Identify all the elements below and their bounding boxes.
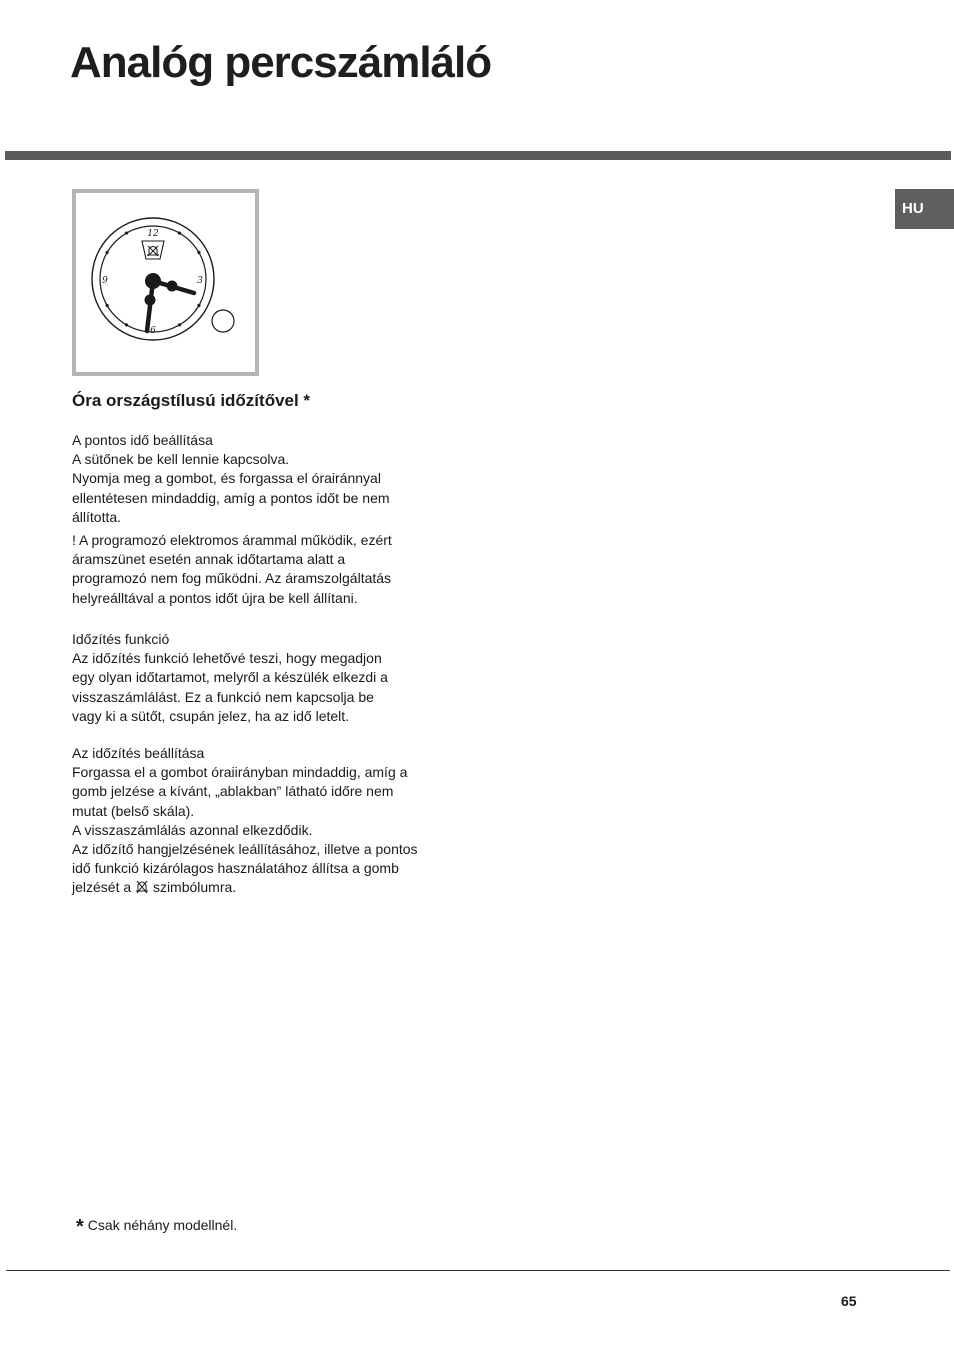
text-line: programozó nem fog működni. Az áramszolgáltatás [72, 570, 392, 587]
dial-numeral-9: 9 [102, 276, 108, 286]
hand-knob-lower [145, 295, 156, 306]
page-number: 65 [841, 1293, 857, 1309]
text-line: egy olyan időtartamot, melyről a készülék elkezdi a [72, 669, 388, 686]
text-line: mutat (belső skála). [72, 802, 195, 819]
timer-window [142, 241, 164, 259]
footnote-star: * [76, 1216, 84, 1238]
dial-numeral-3: 3 [197, 276, 203, 286]
footnote-text: Csak néhány modellnél. [87, 1217, 238, 1233]
text-line: A visszaszámlálás azonnal elkezdődik. [72, 821, 313, 838]
section-heading: Óra országstílusú időzítővel * [72, 391, 311, 410]
clock-figure [72, 189, 259, 376]
bottom-divider [6, 1270, 950, 1271]
hand-knob-right [167, 281, 178, 292]
text-line: A sütőnek be kell lennie kapcsolva. [72, 451, 290, 468]
hands-hub [145, 273, 161, 289]
text-segment: jelzését a [72, 879, 132, 896]
text-line: visszaszámlálást. Ez a funkció nem kapcsolja be [72, 688, 374, 705]
text-line: Forgassa el a gombot óraiirányban mindaddig, amíg a [72, 764, 408, 781]
text-line: A pontos idő beállítása [72, 432, 213, 448]
text-line: Időzítés funkció [72, 631, 170, 647]
text-line: Nyomja meg a gombot, és forgassa el órairánnyal [72, 470, 381, 487]
text-line: Az időzítés beállítása [72, 745, 205, 761]
text-line [72, 878, 446, 900]
text-line: Az időzítés funkció lehetővé teszi, hogy megadjon [72, 650, 382, 667]
paragraph-timer-function [72, 630, 446, 726]
dial-numeral-6: 6 [150, 326, 156, 336]
bell-crossed-icon [147, 246, 159, 256]
text-line: ! A programozó elektromos árammal működik, ezért [72, 532, 392, 549]
top-divider [5, 151, 951, 160]
text-segment: szimbólumra. [152, 879, 237, 896]
control-knob-icon [212, 310, 234, 332]
page-title: Analóg percszámláló [70, 38, 492, 87]
text-line: áramszünet esetén annak időtartama alatt a [72, 551, 346, 568]
text-line: vagy ki a sütőt, csupán jelez, ha az idő letelt. [72, 707, 350, 724]
text-line: gomb jelzése a kívánt, „ablakban” látható időre nem [72, 783, 394, 800]
bell-crossed-icon [135, 878, 149, 900]
text-line: ellentétesen mindaddig, amíg a pontos időt be nem [72, 489, 390, 506]
paragraph-clock-setting [72, 431, 446, 608]
text-line: állította. [72, 508, 122, 525]
text-line: idő funkció kizárólagos használatához állítsa a gomb [72, 860, 399, 877]
language-tab: HU [895, 189, 954, 229]
text-line: Az időzítő hangjelzésének leállításához, illetve a pontos [72, 841, 418, 858]
dial-numeral-12: 12 [147, 229, 159, 239]
clock-illustration [76, 193, 255, 372]
text-line: helyreálltával a pontos időt újra be kell állítani. [72, 589, 358, 606]
footnote [76, 1214, 237, 1238]
paragraph-timer-setting [72, 744, 446, 901]
